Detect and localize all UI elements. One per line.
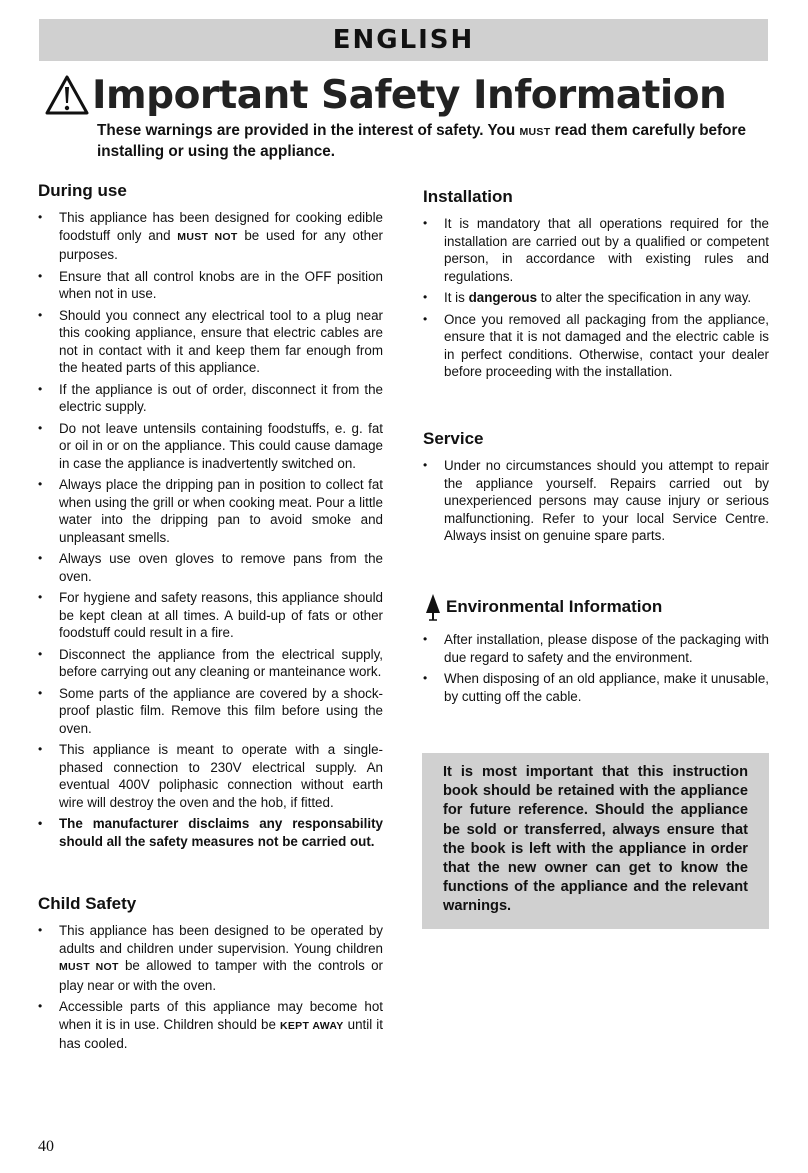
item-text: be allowed to tamper with the controls or play near or with the oven. [59, 958, 383, 993]
environmental-header [423, 593, 769, 621]
item-text: Accessible parts of this appliance may become hot when it is in use. Children should be [59, 999, 383, 1032]
environmental-section [423, 593, 769, 709]
item-emphasis: MUST NOT [177, 230, 238, 243]
page-title: Important Safety Information [92, 72, 727, 118]
language-header [39, 19, 768, 61]
list-item: • Always place the dripping pan in position to collect fat when using the grill or when cooking meat. Pour a little water into the dripping pan to avoid smoke and unpleasant smells. [38, 476, 383, 546]
list-item: • Under no circumstances should you attempt to repair the appliance yourself. Repairs carried out by unexperienced persons may cause injury or serious malfunctioning. Refer to your local Service Centre. Always insist on genuine spare parts. [423, 457, 769, 545]
list-item: • This appliance is meant to operate with a single-phased connection to 230V electrical supply. An eventual 400V poliphasic connection without earth wire will destroy the oven and the hob, if fitted. [38, 741, 383, 811]
intro-part1: These warnings are provided in the interest of safety. You [97, 122, 520, 139]
during-use-section [38, 181, 383, 850]
list-item: • After installation, please dispose of the packaging with due regard to safety and the environment. [423, 631, 769, 666]
list-item: • For hygiene and safety reasons, this appliance should be kept clean at all times. A build-up of fats or other foodstuff could result in a fire. [38, 589, 383, 642]
item-emphasis: dangerous [468, 290, 538, 305]
service-section [423, 429, 769, 549]
list-item: • If the appliance is out of order, disconnect it from the electric supply. [38, 381, 383, 416]
list-item [38, 209, 383, 264]
list-item [423, 289, 769, 307]
item-text: It is [444, 290, 469, 305]
installation-section [423, 187, 769, 381]
list-item: • When disposing of an old appliance, make it unusable, by cutting off the cable. [423, 670, 769, 705]
item-emphasis: KEPT AWAY [280, 1019, 344, 1032]
retention-notice-box [422, 753, 769, 929]
language-label: ENGLISH [332, 25, 475, 55]
during-use-heading: During use [38, 181, 127, 200]
child-safety-list [38, 922, 383, 1053]
environmental-list [423, 631, 769, 705]
warning-triangle-icon [44, 74, 90, 116]
intro-emphasis: MUST [519, 126, 551, 138]
item-text: This appliance has been designed to be operated by adults and children under supervision. Young children [59, 923, 383, 956]
retention-notice-text: It is most important that this instruction book should be retained with the appliance for future reference. Should the appliance be sold or transferred, always ensure that the book is left with the appliance in order that the new owner can get to know the functions of the appliance and the relevant warnings. [443, 764, 748, 915]
item-text: This appliance has been designed for cooking edible foodstuff only and [59, 210, 383, 243]
list-item: • Once you removed all packaging from the appliance, ensure that it is not damaged and the electric cable is in perfect conditions. Otherwise, contact your dealer before proceeding with the installation. [423, 311, 769, 381]
child-safety-heading: Child Safety [38, 894, 137, 913]
environmental-heading: Environmental Information [446, 597, 663, 616]
item-text: to alter the specification in any way. [537, 290, 752, 305]
tree-icon [423, 593, 443, 621]
service-heading: Service [423, 429, 484, 448]
item-text: until it has cooled. [59, 1016, 383, 1051]
list-item: • Ensure that all control knobs are in the OFF position when not in use. [38, 268, 383, 303]
list-item: • It is mandatory that all operations required for the installation are carried out by a qualified or competent person, in accordance with existing rules and regulations. [423, 215, 769, 285]
service-list [423, 457, 769, 545]
list-item: • Do not leave untensils containing foodstuffs, e. g. fat or oil in or on the appliance. This could cause damage in case the appliance is inadvertently switched on. [38, 420, 383, 473]
right-column [423, 187, 769, 704]
child-safety-section [38, 894, 383, 1053]
item-text: be used for any other purposes. [59, 227, 383, 262]
item-emphasis: MUST NOT [59, 961, 119, 973]
list-item: • Some parts of the appliance are covered by a shock-proof plastic film. Remove this film before using the oven. [38, 685, 383, 738]
list-item: • Always use oven gloves to remove pans from the oven. [38, 550, 383, 585]
list-item: • Disconnect the appliance from the electrical supply, before carrying out any cleaning or manteinance work. [38, 646, 383, 681]
installation-list [423, 215, 769, 381]
list-item [38, 922, 383, 994]
title-row [44, 70, 726, 120]
page-number: 40 [38, 1138, 54, 1155]
list-item [38, 998, 383, 1053]
list-item: • The manufacturer disclaims any responsability should all the safety measures not be carried out. [38, 815, 383, 850]
intro-text [97, 121, 777, 162]
installation-heading: Installation [423, 187, 513, 206]
during-use-list [38, 209, 383, 850]
left-column [38, 181, 383, 1057]
list-item: • Should you connect any electrical tool to a plug near this cooking appliance, ensure that electric cables are not in contact with it and keep them far enough from the heated parts of this appliance. [38, 307, 383, 377]
intro-part2: read them carefully before installing or using the appliance. [97, 122, 746, 160]
